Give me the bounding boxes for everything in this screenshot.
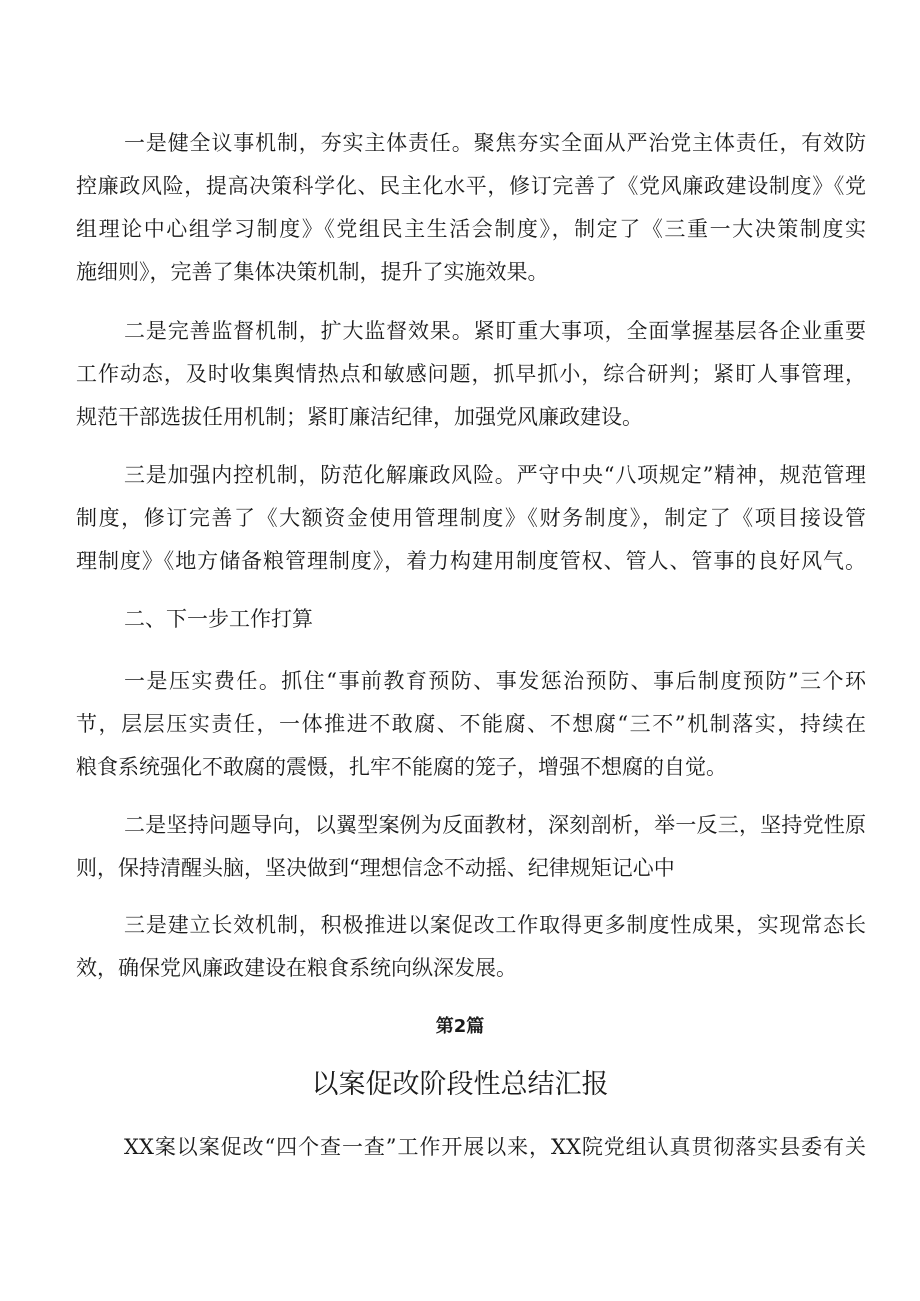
- text-line: XX案以案促改“四个查一查”工作开展以来，XX院党组认真贯彻落实县委有关: [124, 1135, 866, 1159]
- text-line: 三是加强内控机制，防范化解廉政风险。严守中央“八项规定”精神，规范管理: [124, 463, 866, 487]
- text-line: 一是压实费任。抓住“事前教育预防、事发惩治预防、事后制度预防”三个环: [124, 669, 866, 693]
- text-line: 粮食系统强化不敢腐的震慑，扎牢不能腐的笼子，增强不想腐的自觉。: [76, 755, 727, 779]
- text-line: 施细则》，完善了集体决策机制，提升了实施效果。: [76, 260, 549, 284]
- text-line: 控廉政风险，提高决策科学化、民主化水平，修订完善了《党风廉政建设制度》《党: [76, 174, 866, 198]
- text-line: 组理论中心组学习制度》《党组民主生活会制度》，制定了《三重一大决策制度实: [76, 217, 866, 241]
- heading-text: 二、下一步工作打算: [124, 607, 313, 631]
- text-line: 制度，修订完善了《大额资金使用管理制度》《财务制度》，制定了《项目接设管: [76, 506, 866, 530]
- section-number: 第2篇: [435, 1016, 485, 1037]
- text-line: 效，确保党风廉政建设在粮食系统向纵深发展。: [76, 956, 517, 980]
- article-title: 以案促改阶段性总结汇报: [311, 1069, 609, 1100]
- text-line: 规范干部选拔任用机制；紧盯廉洁纪律，加强党风廉政建设。: [76, 405, 643, 429]
- text-line: 二是完善监督机制，扩大监督效果。紧盯重大事项，全面掌握基层各企业重要: [124, 319, 866, 343]
- text-line: 二是坚持问题导向，以翼型案例为反面教材，深刻剖析，举一反三，坚持党性原: [124, 813, 866, 837]
- text-line: 工作动态，及时收集舆情热点和敏感问题，抓早抓小，综合研判；紧盯人事管理，: [76, 362, 866, 386]
- text-line: 三是建立长效机制，积极推进以案促改工作取得更多制度性成果，实现常态长: [124, 913, 866, 937]
- text-line: 理制度》《地方储备粮管理制度》，着力构建用制度管权、管人、管事的良好风气。: [76, 549, 866, 573]
- text-line: 节，层层压实责任，一体推进不敢腐、不能腐、不想腐“三不”机制落实，持续在: [76, 712, 866, 736]
- text-line: 一是健全议事机制，夯实主体责任。聚焦夯实全面从严治党主体责任，有效防: [124, 131, 866, 155]
- text-line: 则，保持清醒头脑，坚决做到“理想信念不动摇、纪律规矩记心中: [76, 856, 675, 880]
